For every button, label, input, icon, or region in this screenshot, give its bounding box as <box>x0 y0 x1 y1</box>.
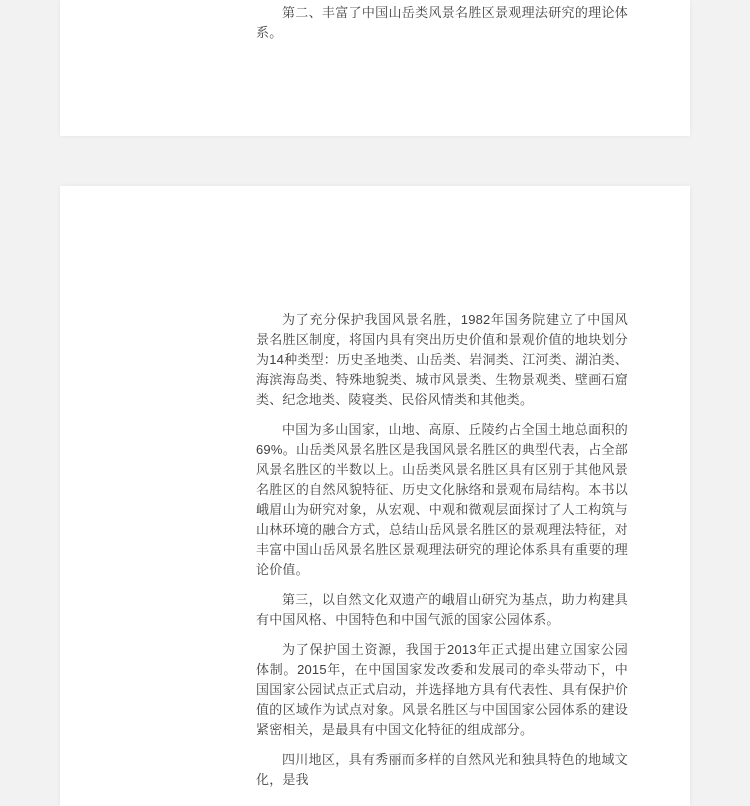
paragraph: 四川地区，具有秀丽而多样的自然风光和独具特色的地域文化，是我 <box>256 752 628 787</box>
page-previous <box>60 0 690 136</box>
page-current-text <box>60 186 690 790</box>
paragraph: 为了保护国土资源，我国于2013年正式提出建立国家公园体制。2015年，在中国国家发改委和发展司的牵头带动下，中国国家公园试点正式启动，并选择地方具有代表性、具有保护价值的区域作为试点对象。风景名胜区与中国国家公园体系的建设紧密相关，是最具有中国文化特征的组成部分。 <box>256 642 628 737</box>
paragraph: 第三，以自然文化双遗产的峨眉山研究为基点，助力构建具有中国风格、中国特色和中国气派的国家公园体系。 <box>256 592 628 627</box>
page-current <box>60 186 690 806</box>
paragraph: 为了充分保护我国风景名胜，1982年国务院建立了中国风景名胜区制度，将国内具有突出历史价值和景观价值的地块划分为14种类型：历史圣地类、山岳类、岩洞类、江河类、湖泊类、海滨海岛类、特殊地貌类、城市风景类、生物景观类、壁画石窟类、纪念地类、陵寝类、民俗风情类和其他类。 <box>256 312 628 407</box>
page-previous-text <box>60 0 690 43</box>
paragraph: 中国为多山国家，山地、高原、丘陵约占全国土地总面积的69%。山岳类风景名胜区是我国风景名胜区的典型代表，占全部风景名胜区的半数以上。山岳类风景名胜区具有区别于其他风景名胜区的自然风貌特征、历史文化脉络和景观布局结构。本书以峨眉山为研究对象，从宏观、中观和微观层面探讨了人工构筑与山林环境的融合方式，总结山岳风景名胜区的景观理法特征，对丰富中国山岳风景名胜区景观理法研究的理论体系具有重要的理论价值。 <box>256 422 628 577</box>
paragraph: 第二、丰富了中国山岳类风景名胜区景观理法研究的理论体系。 <box>256 5 628 40</box>
